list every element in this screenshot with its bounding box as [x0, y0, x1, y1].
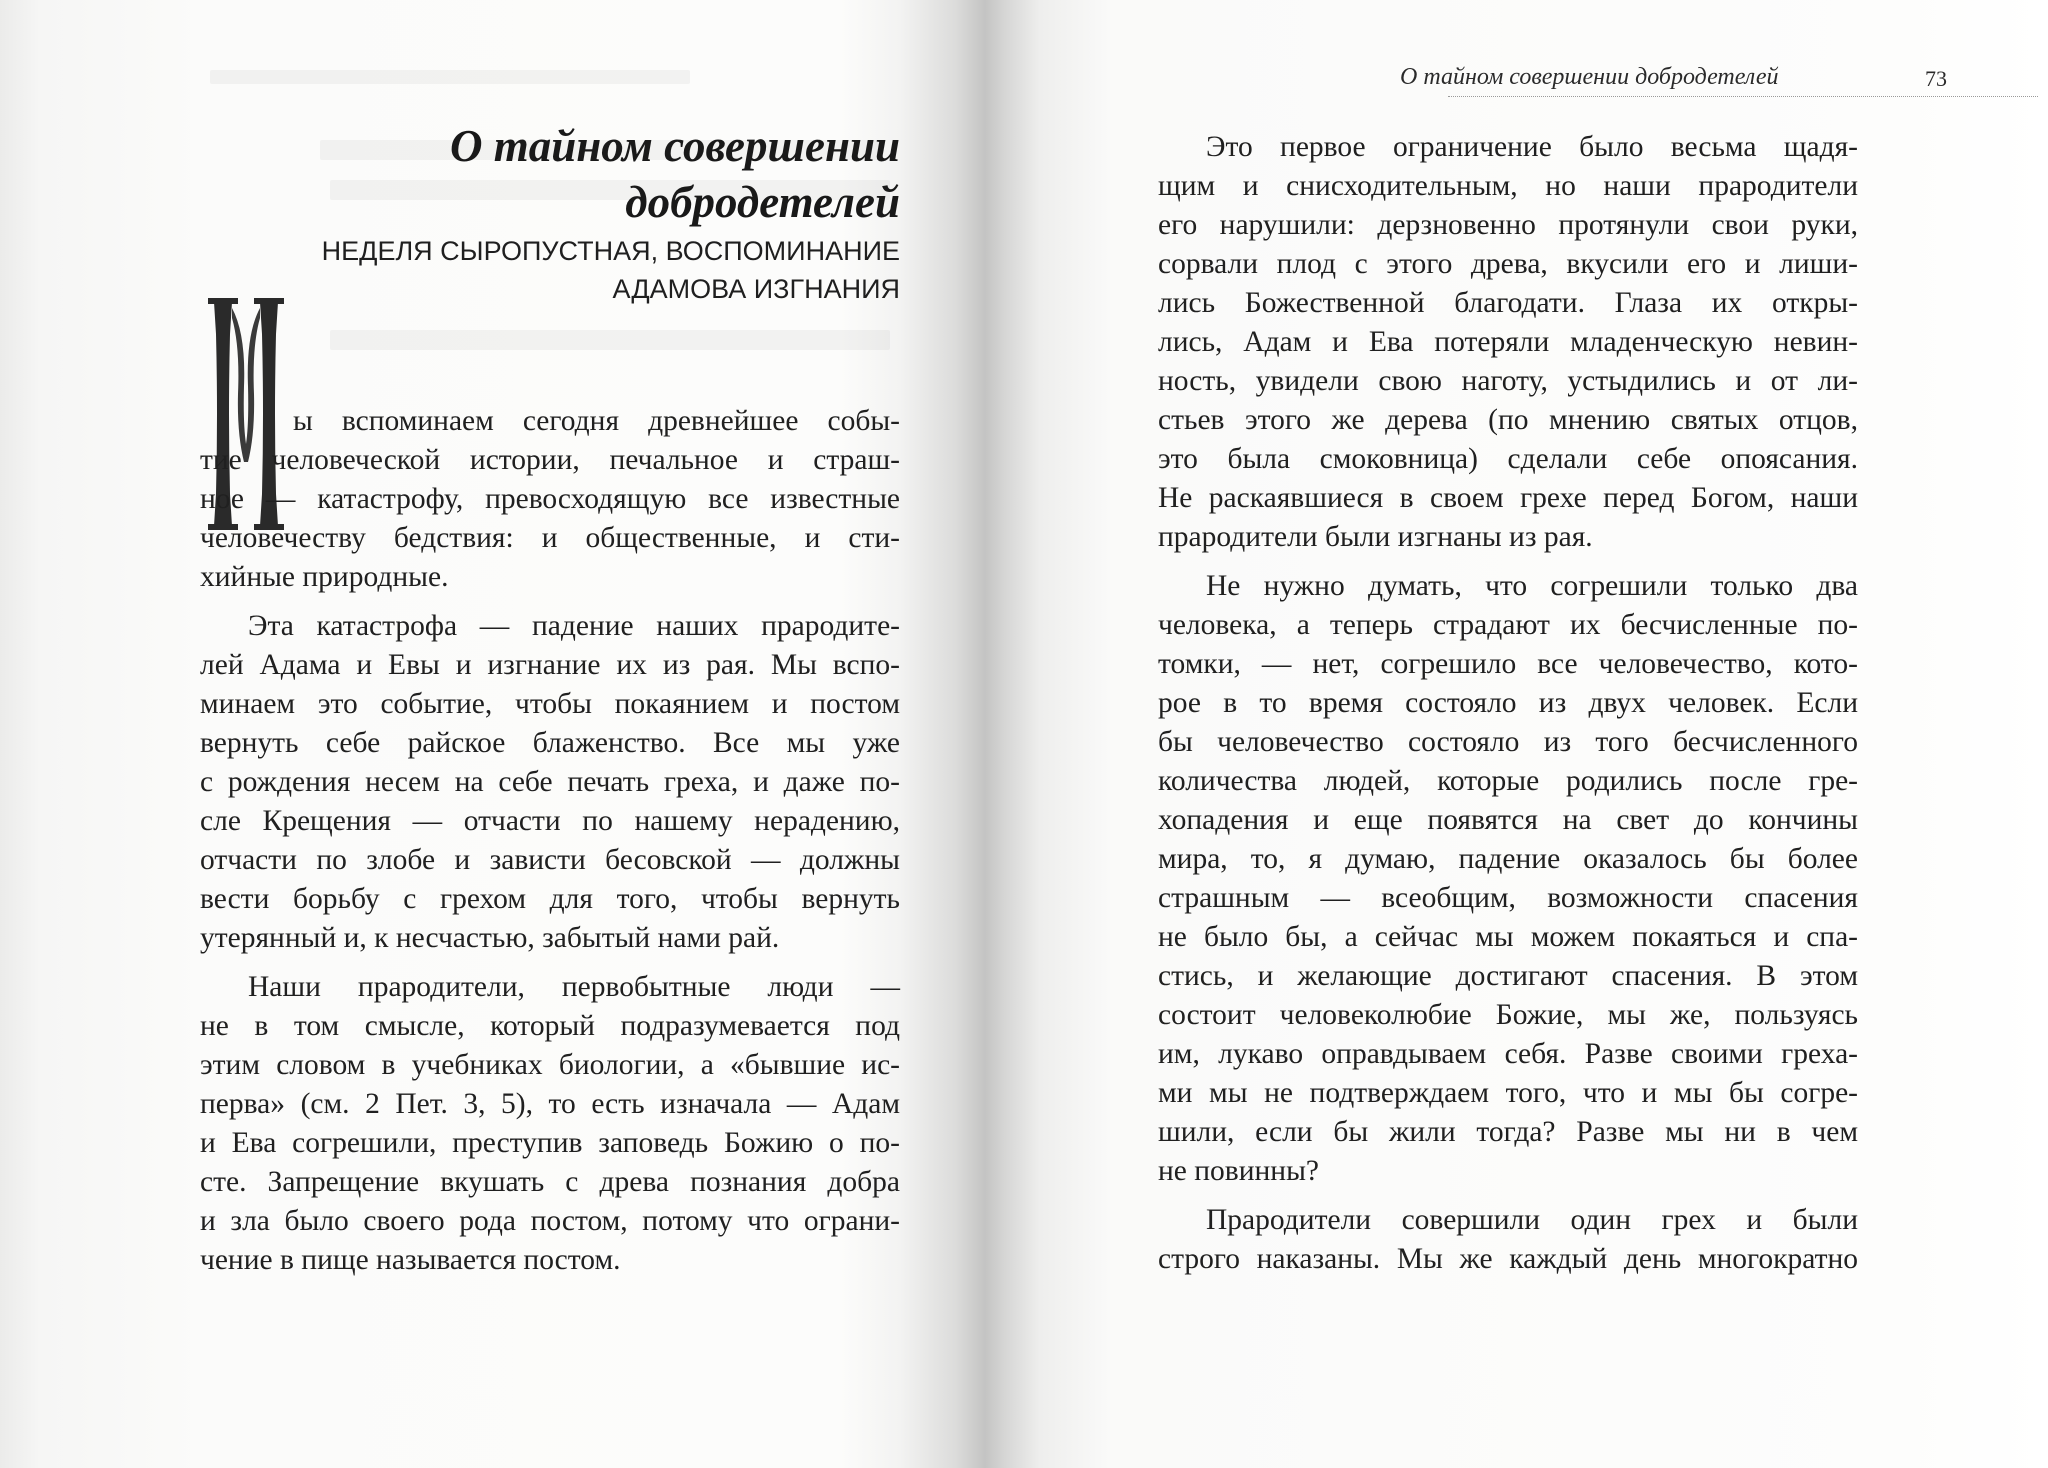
- text-line: Это первое ограничение было весьма щадя-: [1206, 131, 1858, 163]
- running-head: О тайном совершении добродетелей: [1400, 64, 1779, 90]
- text-line: ное — катастрофу, превосходящую все известные: [200, 483, 900, 515]
- text-line: ность, увидели свою наготу, устыдились и от ли-: [1158, 365, 1858, 397]
- chapter-subtitle: [200, 232, 900, 308]
- bleed-through: [210, 70, 690, 84]
- text-line: человечеству бедствия: и общественные, и сти-: [200, 522, 900, 554]
- text-line: страшным — всеобщим, возможности спасения: [1158, 882, 1858, 914]
- text-line: не в том смысле, который подразумевается под: [200, 1010, 900, 1042]
- text-line: это была смоковница) сделали себе опоясания.: [1158, 443, 1858, 475]
- text-line: перва» (см. 2 Пет. 3, 5), то есть изначала — Адам: [200, 1088, 900, 1120]
- text-line: прародители были изгнаны из рая.: [1158, 521, 1593, 553]
- text-line: Не нужно думать, что согрешили только два: [1206, 570, 1858, 602]
- header-rule: [1448, 96, 2038, 97]
- text-line: с рождения несем на себе печать греха, и даже по-: [200, 766, 900, 798]
- text-line: минаем это событие, чтобы покаянием и постом: [200, 688, 900, 720]
- chapter-title: [200, 118, 900, 230]
- text-line: вернуть себе райское блаженство. Все мы уже: [200, 727, 900, 759]
- text-line: хийные природные.: [200, 561, 449, 593]
- text-line: томки, — нет, согрешило все человечество, кото-: [1158, 648, 1858, 680]
- text-line: сле Крещения — отчасти по нашему нерадению,: [200, 805, 900, 837]
- text-line: стись, и желающие достигают спасения. В этом: [1158, 960, 1858, 992]
- text-line: Наши прародители, первобытные люди —: [248, 971, 900, 1003]
- text-line: чение в пище называется постом.: [200, 1244, 621, 1276]
- text-line: человека, а теперь страдают их бесчисленные по-: [1158, 609, 1858, 641]
- text-line: Эта катастрофа — падение наших прародите-: [248, 610, 900, 642]
- chapter-title-line: добродетелей: [625, 177, 900, 227]
- subtitle-line: НЕДЕЛЯ СЫРОПУСТНАЯ, ВОСПОМИНАНИЕ: [321, 236, 900, 266]
- text-line: ми мы не подтверждаем того, что и мы бы согре-: [1158, 1077, 1858, 1109]
- text-line: Не раскаявшиеся в своем грехе перед Богом, наши: [1158, 482, 1858, 514]
- page-number: 73: [1925, 66, 1947, 91]
- text-line: бы человечество состояло из того бесчисленного: [1158, 726, 1858, 758]
- text-line: лись Божественной благодати. Глаза их откры-: [1158, 287, 1858, 319]
- text-line: шили, если бы жили тогда? Разве мы ни в чем: [1158, 1116, 1858, 1148]
- text-line: этим словом в учебниках биологии, а «бывшие ис-: [200, 1049, 900, 1081]
- text-line: утерянный и, к несчастью, забытый нами рай.: [200, 922, 780, 954]
- text-line: им, лукаво оправдываем себя. Разве своими греха-: [1158, 1038, 1858, 1070]
- text-line: вести борьбу с грехом для того, чтобы вернуть: [200, 883, 900, 915]
- text-line: его нарушили: дерзновенно протянули свои руки,: [1158, 209, 1858, 241]
- left-body-text: [200, 402, 900, 1280]
- text-line: тие человеческой истории, печальное и страш-: [200, 444, 900, 476]
- text-line: и зла было своего рода постом, потому что ограни-: [200, 1205, 900, 1237]
- text-line: строго наказаны. Мы же каждый день многократно: [1158, 1243, 1858, 1275]
- text-line: отчасти по злобе и зависти бесовской — должны: [200, 844, 900, 876]
- text-line: не повинны?: [1158, 1155, 1319, 1187]
- text-line: щим и снисходительным, но наши прародители: [1158, 170, 1858, 202]
- text-line: стьев этого же дерева (по мнению святых отцов,: [1158, 404, 1858, 436]
- text-line: хопадения и еще появятся на свет до кончины: [1158, 804, 1858, 836]
- text-line: не было бы, а сейчас мы можем покаяться и спа-: [1158, 921, 1858, 953]
- text-line: состоит человеколюбие Божие, мы же, пользуясь: [1158, 999, 1858, 1031]
- text-line: сорвали плод с этого древа, вкусили его и лиши-: [1158, 248, 1858, 280]
- text-line: количества людей, которые родились после гре-: [1158, 765, 1858, 797]
- text-line: мира, то, я думаю, падение оказалось бы более: [1158, 843, 1858, 875]
- right-body-text: [1158, 128, 1858, 1279]
- text-line: лей Адама и Евы и изгнание их из рая. Мы вспо-: [200, 649, 900, 681]
- bleed-through: [330, 330, 890, 350]
- chapter-title-line: О тайном совершении: [450, 121, 900, 171]
- text-line: рое в то время состояло из двух человек. Если: [1158, 687, 1858, 719]
- left-page: [0, 0, 1000, 1468]
- text-line: сте. Запрещение вкушать с древа познания добра: [200, 1166, 900, 1198]
- subtitle-line: АДАМОВА ИЗГНАНИЯ: [612, 274, 900, 304]
- text-line: и Ева согрешили, преступив заповедь Божию о по-: [200, 1127, 900, 1159]
- text-line: ы вспоминаем сегодня древнейшее собы-: [293, 405, 900, 437]
- text-line: лись, Адам и Ева потеряли младенческую невин-: [1158, 326, 1858, 358]
- text-line: Прародители совершили один грех и были: [1206, 1204, 1858, 1236]
